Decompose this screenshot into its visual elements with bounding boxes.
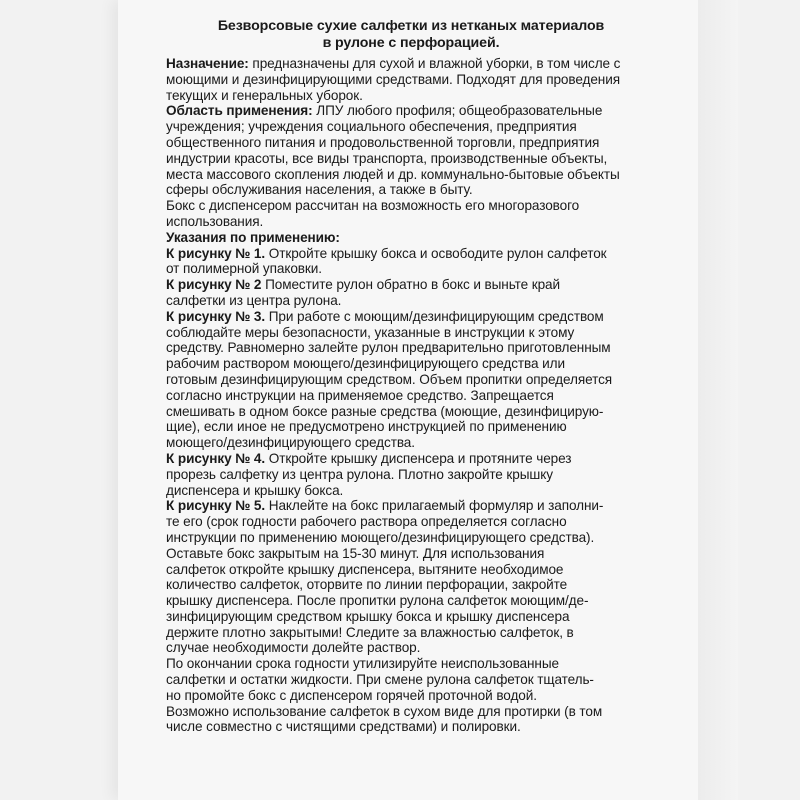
disposal-section (166, 656, 656, 703)
figure-5-line: Наклейте на бокс прилагаемый формуляр и заполни- (265, 498, 604, 514)
scope-line: общественного питания и продовольственной торговли, предприятия (166, 134, 600, 150)
title-line-1: Безворсовые сухие салфетки из нетканых материалов (217, 18, 605, 34)
figure-3-line: смешивать в одном боксе разные средства (моющие, дезинфицирую- (166, 403, 604, 419)
instructions-document (166, 18, 656, 735)
box-note-section (166, 198, 656, 230)
title-line-2: в рулоне с перфорацией. (322, 34, 500, 51)
figure-1-label: К рисунку № 1. (166, 245, 266, 261)
purpose-line: предназначены для сухой и влажной уборки, в том числе с (248, 56, 621, 71)
dry-use-line: числе совместно с чистящими средствами) и полировки. (166, 719, 521, 735)
scope-line: учреждения; учреждения социального обеспечения, предприятия (166, 119, 577, 135)
dry-use-line: Возможно использование салфеток в сухом виде для протирки (в том (166, 703, 603, 719)
figure-2-section (166, 277, 656, 309)
figure-3-line: готовым дезинфицирующим средством. Объем пропитки определяется (166, 371, 613, 387)
figure-5-line: те его (срок годности рабочего раствора определяется согласно (166, 514, 567, 530)
scope-label: Область применения: (166, 103, 313, 119)
figure-3-line: моющего/дезинфицирующего средства. (166, 435, 415, 451)
purpose-label: Назначение: (166, 56, 249, 71)
figure-4-line: Откройте крышку диспенсера и протяните через (265, 450, 572, 466)
purpose-line: текущих и генеральных уборок. (166, 87, 363, 103)
figure-5-line: инструкции по применению моющего/дезинфицирующего средства). (166, 529, 595, 545)
disposal-line: салфетки и остатки жидкости. При смене рулона салфеток тщатель- (166, 672, 594, 688)
document-title (166, 18, 656, 51)
scope-line: индустрии красоты, все виды транспорта, производственные объекты, (166, 150, 608, 166)
figure-3-section (166, 309, 656, 451)
figure-3-line: соблюдайте меры безопасности, указанные в инструкции к этому (166, 324, 575, 340)
figure-5-label: К рисунку № 5. (166, 498, 266, 514)
figure-4-line: прорезь салфетку из центра рулона. Плотно закройте крышку (166, 466, 553, 482)
figure-4-section (166, 451, 656, 498)
figure-5-section (166, 498, 656, 656)
figure-3-label: К рисунку № 3. (166, 308, 266, 324)
disposal-line: но промойте бокс с диспенсером горячей проточной водой. (166, 687, 537, 703)
figure-2-label: К рисунку № 2 (166, 277, 262, 293)
figure-3-line: рабочим раствором моющего/дезинфицирующего средства или (166, 356, 565, 372)
scope-line: сферы обслуживания населения, а также в быту. (166, 182, 473, 198)
disposal-line: По окончании срока годности утилизируйте неиспользованные (166, 656, 559, 672)
figure-3-line: средству. Равномерно залейте рулон предварительно приготовленным (166, 340, 611, 356)
figure-5-line: держите плотно закрытыми! Следите за влажностью салфеток, в (166, 624, 574, 640)
box-note-line: использования. (166, 213, 264, 229)
box-note-line: Бокс с диспенсером рассчитан на возможность его многоразового (166, 198, 580, 214)
figure-3-line: щие), если иное не предусмотрено инструкцией по применению (166, 419, 567, 435)
scope-section (166, 103, 656, 198)
figure-5-line: количество салфеток, оторвите по линии перфорации, закройте (166, 577, 568, 593)
figure-3-line: При работе с моющим/дезинфицирующим средством (265, 308, 604, 324)
dry-use-section (166, 704, 656, 736)
figure-2-line: Поместите рулон обратно в бокс и выньте край (261, 277, 560, 293)
figure-4-line: диспенсера и крышку бокса. (166, 482, 344, 498)
instructions-heading: Указания по применению: (166, 229, 340, 245)
figure-2-line: салфетки из центра рулона. (166, 292, 342, 308)
purpose-section (166, 56, 656, 103)
figure-1-line: от полимерной упаковки. (166, 261, 322, 277)
figure-3-line: согласно инструкции на применяемое средство. Запрещается (166, 387, 554, 403)
purpose-line: моющими и дезинфицирующими средствами. Подходят для проведения (166, 71, 620, 87)
figure-5-line: Оставьте бокс закрытым на 15-30 минут. Для использования (166, 545, 545, 561)
figure-5-line: крышку диспенсера. После пропитки рулона салфеток моющим/де- (166, 593, 589, 609)
figure-1-line: Откройте крышку бокса и освободите рулон салфеток (265, 245, 607, 261)
figure-5-line: случае необходимости долейте раствор. (166, 640, 421, 656)
scope-line: ЛПУ любого профиля; общеобразовательные (312, 103, 603, 119)
figure-1-section (166, 246, 656, 278)
scope-line: места массового скопления людей и др. коммунально-бытовые объекты (166, 166, 620, 182)
figure-5-line: салфеток откройте крышку диспенсера, вытяните необходимое (166, 561, 564, 577)
figure-4-label: К рисунку № 4. (166, 450, 266, 466)
figure-5-line: зинфицирующим средством крышку бокса и крышку диспенсера (166, 608, 570, 624)
